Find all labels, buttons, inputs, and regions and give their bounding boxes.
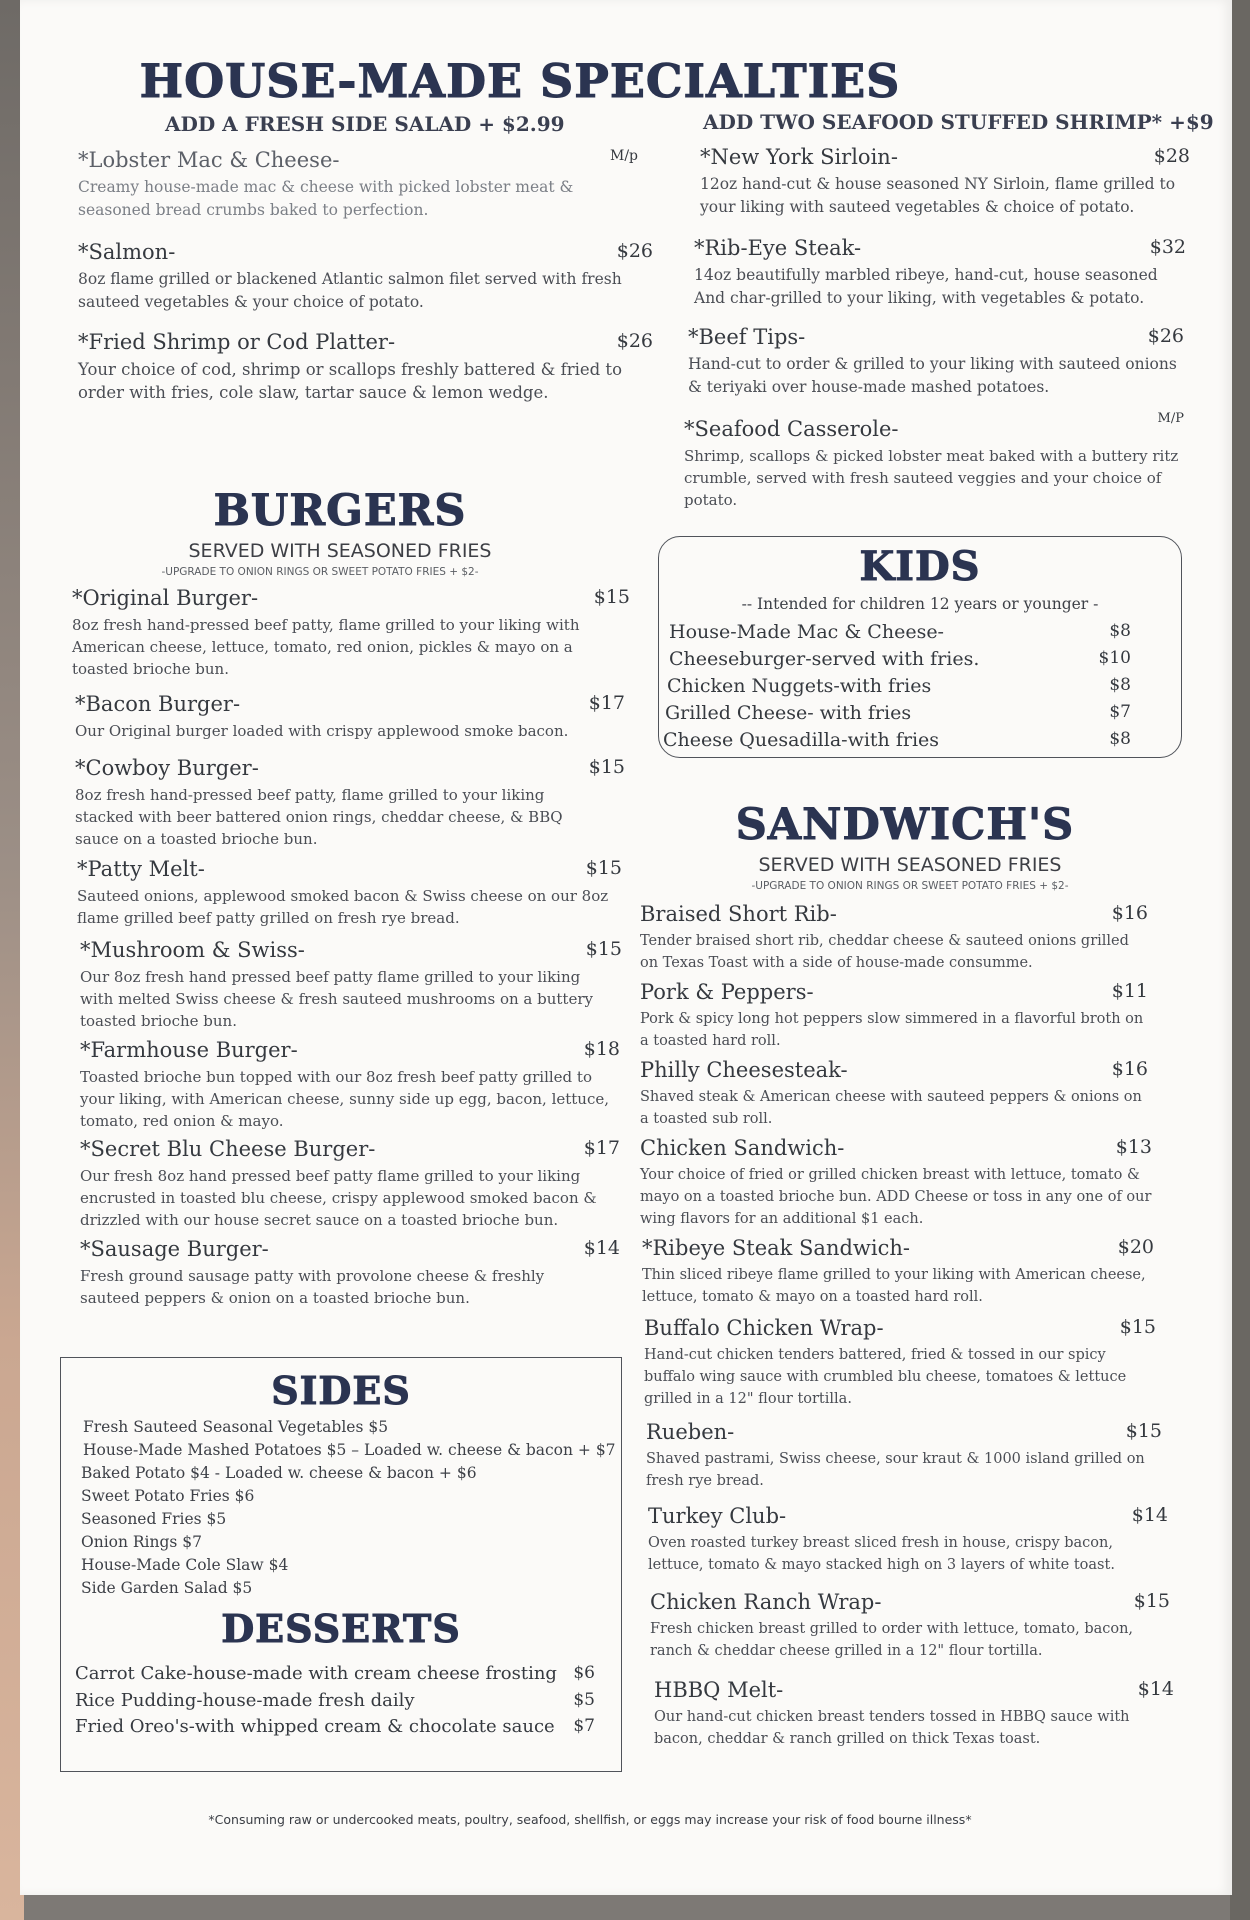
kids-item-price: $8 (1109, 729, 1131, 749)
item-price: $15 (1125, 1420, 1162, 1442)
dessert-name: Carrot Cake-house-made with cream cheese frosting (75, 1663, 557, 1684)
item-name: *Beef Tips- (688, 325, 806, 349)
menu-item (640, 1058, 1148, 1130)
shrimp-addon-note: ADD TWO SEAFOOD STUFFED SHRIMP* +$9 (703, 110, 1214, 134)
item-price: $15 (588, 756, 625, 778)
kids-item-price: $8 (1109, 675, 1131, 695)
kids-age-note: -- Intended for children 12 years or younger - (741, 595, 1099, 613)
item-description: Fresh ground sausage patty with provolone cheese & freshly sauteed peppers & onion on a toasted brioche bun. (80, 1267, 545, 1307)
menu-item (646, 1420, 1162, 1492)
item-name: *Cowboy Burger- (75, 756, 259, 780)
item-price: $15 (1133, 1590, 1170, 1612)
item-description: 12oz hand-cut & house seasoned NY Sirloin, flame grilled to your liking with sauteed vegetables & choice of potato. (700, 175, 1176, 216)
item-description: Oven roasted turkey breast sliced fresh in house, crispy bacon, lettuce, tomato & mayo stacked high on 3 layers of white toast. (648, 1535, 1115, 1573)
item-name: *Fried Shrimp or Cod Platter- (78, 330, 396, 354)
menu-item (684, 411, 1184, 511)
menu-item (694, 236, 1186, 310)
item-price: M/P (1157, 411, 1184, 426)
item-price: $15 (585, 938, 622, 960)
item-description: Shaved steak & American cheese with sauteed peppers & onions on a toasted sub roll. (640, 1089, 1142, 1127)
menu-page (20, 0, 1232, 1895)
menu-item (77, 857, 622, 929)
item-description: Our fresh 8oz hand pressed beef patty flame grilled to your liking encrusted in toasted blu cheese, crispy applewood smoked bacon & drizzled with our house secret sauce on a toasted brioche bun. (80, 1167, 597, 1229)
item-price: $26 (1147, 325, 1184, 347)
item-name: *New York Sirloin- (700, 145, 898, 169)
item-price: $18 (583, 1038, 620, 1060)
kids-item-name: Chicken Nuggets-with fries (667, 675, 932, 697)
item-description: Your choice of cod, shrimp or scallops freshly battered & fried to order with fries, cole slaw, tartar sauce & lemon wedge. (78, 360, 623, 402)
item-description: Thin sliced ribeye flame grilled to your liking with American cheese, lettuce, tomato & mayo on a toasted hard roll. (642, 1267, 1146, 1305)
item-name: HBBQ Melt- (654, 1678, 784, 1702)
kids-item (669, 648, 1169, 670)
item-name: Turkey Club- (648, 1504, 787, 1528)
menu-item (75, 692, 625, 743)
item-price: $28 (1153, 145, 1190, 167)
dessert-item (75, 1690, 595, 1711)
item-description: Hand-cut chicken tenders battered, fried & tossed in our spicy buffalo wing sauce with crumbled blu cheese, tomatoes & lettuce grilled in a 12" flour tortilla. (644, 1347, 1127, 1407)
health-disclaimer: *Consuming raw or undercooked meats, poultry, seafood, shellfish, or eggs may increase your risk of food bourne illness* (208, 1812, 972, 1827)
item-description: Our Original burger loaded with crispy applewood smoke bacon. (75, 722, 569, 740)
item-description: 8oz fresh hand-pressed beef patty, flame grilled to your liking with American cheese, lettuce, tomato, red onion, pickles & mayo on a toasted brioche bun. (72, 616, 580, 678)
item-name: *Original Burger- (72, 586, 259, 610)
kids-item-price: $8 (1109, 621, 1131, 641)
menu-item (654, 1678, 1174, 1750)
kids-item (665, 702, 1169, 724)
item-description: Shaved pastrami, Swiss cheese, sour kraut & 1000 island grilled on fresh rye bread. (646, 1451, 1145, 1489)
burgers-upgrade-note: -UPGRADE TO ONION RINGS OR SWEET POTATO FRIES + $2- (161, 566, 479, 578)
menu-item (78, 148, 638, 222)
item-name: Chicken Sandwich- (640, 1136, 845, 1160)
side-item: House-Made Cole Slaw $4 (81, 1556, 289, 1574)
item-description: Hand-cut to order & grilled to your liking with sauteed onions & teriyaki over house-made mashed potatoes. (688, 355, 1177, 396)
item-description: Sauteed onions, applewood smoked bacon & Swiss cheese on our 8oz flame grilled beef patty grilled on fresh rye bread. (77, 887, 609, 927)
item-name: *Mushroom & Swiss- (80, 938, 305, 962)
kids-item-price: $7 (1109, 702, 1131, 722)
dessert-price: $5 (573, 1690, 595, 1710)
item-price: $17 (583, 1137, 620, 1159)
menu-item (640, 1136, 1152, 1230)
item-name: *Patty Melt- (77, 857, 205, 881)
kids-item-name: Grilled Cheese- with fries (665, 702, 912, 724)
item-description: Your choice of fried or grilled chicken breast with lettuce, tomato & mayo on a toasted brioche bun. ADD Cheese or toss in any one of our wing flavors for an additional $1 each. (640, 1167, 1152, 1227)
item-description: Creamy house-made mac & cheese with picked lobster meat & seasoned bread crumbs baked to perfection. (78, 178, 574, 219)
kids-item-price: $10 (1098, 648, 1131, 668)
burgers-served-note: SERVED WITH SEASONED FRIES (188, 540, 492, 562)
item-price: $26 (616, 330, 653, 352)
item-name: Braised Short Rib- (640, 902, 837, 926)
item-name: Chicken Ranch Wrap- (650, 1590, 882, 1614)
menu-item (80, 938, 622, 1032)
item-description: Fresh chicken breast grilled to order with lettuce, tomato, bacon, ranch & cheddar cheese grilled in a 12" flour tortilla. (650, 1621, 1134, 1659)
menu-item (78, 330, 653, 404)
side-item: Side Garden Salad $5 (81, 1579, 253, 1597)
item-price: $32 (1149, 236, 1186, 258)
menu-item (80, 1237, 620, 1309)
side-item: Sweet Potato Fries $6 (81, 1487, 255, 1505)
menu-item (75, 756, 625, 850)
item-price: $14 (1131, 1504, 1168, 1526)
menu-item (700, 145, 1190, 219)
kids-item (667, 675, 1169, 697)
burgers-heading: BURGERS (213, 486, 467, 536)
kids-heading: KIDS (859, 543, 981, 590)
item-description: Pork & spicy long hot peppers slow simmered in a flavorful broth on a toasted hard roll. (640, 1011, 1144, 1049)
side-item: Onion Rings $7 (81, 1533, 203, 1551)
item-price: $14 (1137, 1678, 1174, 1700)
menu-item (648, 1504, 1168, 1576)
menu-item (642, 1236, 1154, 1308)
item-description: 8oz flame grilled or blackened Atlantic salmon filet served with fresh sauteed vegetables & your choice of potato. (78, 270, 622, 311)
item-price: $14 (583, 1237, 620, 1259)
kids-item (669, 621, 1169, 643)
menu-item (78, 240, 653, 314)
sandwiches-served-note: SERVED WITH SEASONED FRIES (758, 854, 1062, 876)
kids-item (663, 729, 1169, 751)
menu-item (644, 1316, 1156, 1410)
side-item: Seasoned Fries $5 (81, 1510, 227, 1528)
item-description: Our hand-cut chicken breast tenders tossed in HBBQ sauce with bacon, cheddar & ranch grilled on thick Texas toast. (654, 1709, 1130, 1747)
dessert-name: Rice Pudding-house-made fresh daily (75, 1690, 415, 1711)
item-name: *Seafood Casserole- (684, 417, 899, 441)
item-name: Rueben- (646, 1420, 735, 1444)
dessert-item (75, 1663, 595, 1684)
photo-background-right (1230, 0, 1250, 1920)
item-name: *Lobster Mac & Cheese- (78, 148, 340, 172)
page-title: HOUSE-MADE SPECIALTIES (139, 54, 901, 108)
desserts-heading: DESSERTS (221, 1606, 461, 1651)
menu-item (72, 586, 630, 680)
side-salad-note: ADD A FRESH SIDE SALAD + $2.99 (165, 112, 565, 136)
menu-item (640, 980, 1148, 1052)
item-price: $13 (1115, 1136, 1152, 1158)
kids-item-name: House-Made Mac & Cheese- (669, 621, 944, 643)
item-price: M/p (609, 148, 638, 164)
menu-item (80, 1137, 620, 1231)
item-name: *Rib-Eye Steak- (694, 236, 862, 260)
item-name: *Farmhouse Burger- (80, 1038, 298, 1062)
sides-desserts-box (60, 1357, 622, 1772)
item-description: Shrimp, scallops & picked lobster meat baked with a buttery ritz crumble, served with fresh sauteed veggies and your choice of potato. (684, 447, 1179, 509)
menu-item (640, 902, 1148, 974)
item-price: $26 (616, 240, 653, 262)
item-description: Our 8oz fresh hand pressed beef patty flame grilled to your liking with melted Swiss cheese & fresh sauteed mushrooms on a buttery toasted brioche bun. (80, 968, 593, 1030)
item-price: $16 (1111, 902, 1148, 924)
dessert-name: Fried Oreo's-with whipped cream & chocolate sauce (75, 1716, 555, 1737)
kids-item-name: Cheese Quesadilla-with fries (663, 729, 940, 751)
dessert-price: $6 (573, 1663, 595, 1683)
item-price: $11 (1111, 980, 1148, 1002)
kids-box (658, 536, 1182, 758)
item-name: *Salmon- (78, 240, 176, 264)
item-description: Toasted brioche bun topped with our 8oz fresh beef patty grilled to your liking, with American cheese, sunny side up egg, bacon, lettuce, tomato, red onion & mayo. (80, 1068, 609, 1130)
menu-item (688, 325, 1184, 399)
item-name: Pork & Peppers- (640, 980, 814, 1004)
item-name: *Ribeye Steak Sandwich- (642, 1236, 910, 1260)
item-description: 8oz fresh hand-pressed beef patty, flame grilled to your liking stacked with beer battered onion rings, cheddar cheese, & BBQ sauce on a toasted brioche bun. (75, 786, 563, 848)
kids-item-name: Cheeseburger-served with fries. (669, 648, 980, 670)
item-description: 14oz beautifully marbled ribeye, hand-cut, house seasoned And char-grilled to your liking, with vegetables & potato. (694, 266, 1158, 307)
item-price: $20 (1117, 1236, 1154, 1258)
side-item: House-Made Mashed Potatoes $5 – Loaded w. cheese & bacon + $7 (83, 1441, 616, 1459)
item-name: *Secret Blu Cheese Burger- (80, 1137, 376, 1161)
item-name: Buffalo Chicken Wrap- (644, 1316, 884, 1340)
item-price: $15 (585, 857, 622, 879)
menu-item (650, 1590, 1170, 1662)
item-description: Tender braised short rib, cheddar cheese & sauteed onions grilled on Texas Toast with a side of house-made consumme. (640, 933, 1129, 971)
item-name: *Sausage Burger- (80, 1237, 269, 1261)
item-price: $17 (588, 692, 625, 714)
sandwiches-heading: SANDWICH'S (735, 800, 1075, 850)
item-name: *Bacon Burger- (75, 692, 241, 716)
dessert-price: $7 (573, 1716, 595, 1736)
side-item: Baked Potato $4 - Loaded w. cheese & bacon + $6 (81, 1464, 477, 1482)
item-price: $16 (1111, 1058, 1148, 1080)
sandwiches-upgrade-note: -UPGRADE TO ONION RINGS OR SWEET POTATO FRIES + $2- (751, 880, 1069, 892)
sides-heading: SIDES (271, 1368, 411, 1413)
item-price: $15 (593, 586, 630, 608)
dessert-item (75, 1716, 595, 1737)
menu-item (80, 1038, 620, 1132)
item-name: Philly Cheesesteak- (640, 1058, 848, 1082)
side-item: Fresh Sauteed Seasonal Vegetables $5 (83, 1418, 389, 1436)
item-price: $15 (1119, 1316, 1156, 1338)
